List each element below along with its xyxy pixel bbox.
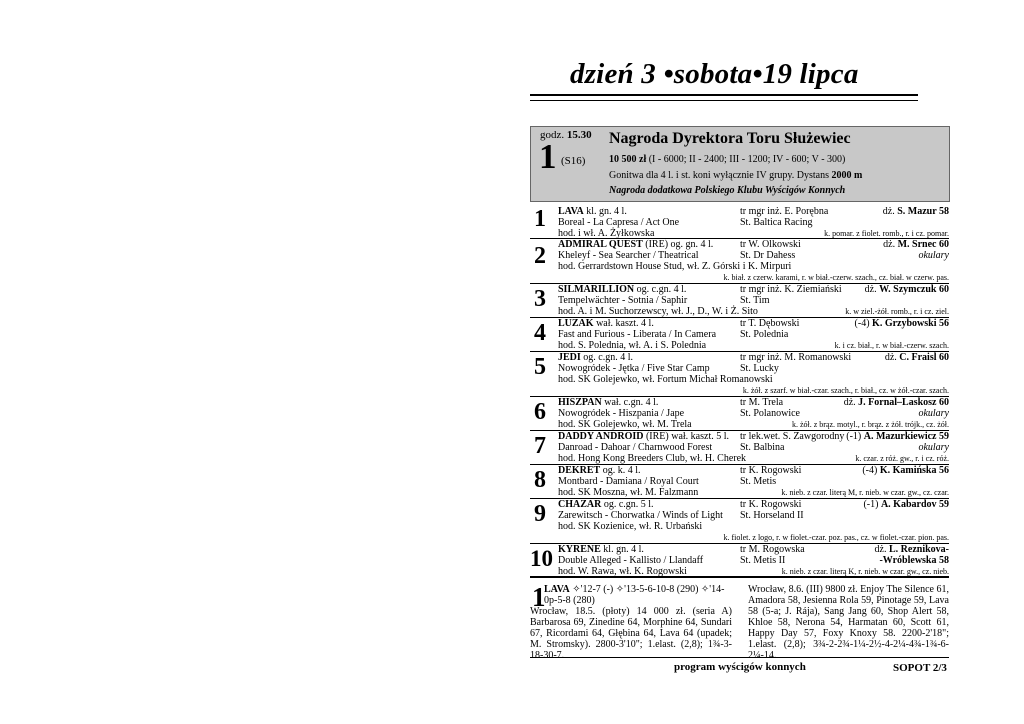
race-extra-prize: Nagroda dodatkowa Polskiego Klubu Wyścigów Konnych xyxy=(609,185,846,196)
entry-row xyxy=(530,206,949,239)
footer-page: SOPOT 2/3 xyxy=(893,662,947,674)
entry-stable: St. Metis II xyxy=(740,555,786,566)
entry-pedigree: Kheleyf - Sea Searcher / Theatrical xyxy=(558,250,699,261)
entry-note: okulary xyxy=(918,408,949,419)
entry-row xyxy=(530,239,949,284)
entry-colors: k. i cz. biał., r. w biał.-czerw. szach. xyxy=(834,341,949,350)
entry-row xyxy=(530,499,949,544)
title-double-rule xyxy=(530,94,918,101)
entry-note: okulary xyxy=(918,442,949,453)
entry-row xyxy=(530,544,949,578)
entry-colors: k. fiolet. z logo, r. w fiolet.-czar. poz. pas., cz. w fiolet.-czar. pion. pas. xyxy=(723,533,949,542)
entry-colors: k. czar. z róż. gw., r. i cz. róż. xyxy=(855,454,949,463)
entry-note: okulary xyxy=(918,250,949,261)
entry-jockey: (-4) K. Kamińska 56 xyxy=(862,465,949,476)
entry-owner: hod. SK Golejewko, wł. Fortum Michał Romanowski xyxy=(558,374,773,385)
entry-number: 8 xyxy=(534,467,546,493)
past-header: LAVA ✧'12-7 (-) ✧'13-5-6-10-8 (290) ✧'14-0p-5-8 (280) xyxy=(544,584,725,606)
page-title: dzień 3 •sobota•19 lipca xyxy=(570,58,859,90)
entry-row xyxy=(530,431,949,465)
entry-colors: k. w ziel.-żół. romb., r. i cz. ziel. xyxy=(845,307,949,316)
past-number: 1 xyxy=(532,582,546,612)
entry-jockey: dż. S. Mazur 58 xyxy=(882,206,949,217)
entry-jockey: dż. W. Szymczuk 60 xyxy=(864,284,949,295)
entry-jockey: (-1) A. Mazurkiewicz 59 xyxy=(846,431,949,442)
race-prize: 10 500 zł (I - 6000; II - 2400; III - 1200; IV - 600; V - 300) xyxy=(609,154,846,165)
entry-owner: hod. SK Golejewko, wł. M. Trela xyxy=(558,419,692,430)
entry-pedigree: Danroad - Dahoar / Charnwood Forest xyxy=(558,442,713,453)
race-name: Nagroda Dyrektora Toru Służewiec xyxy=(609,130,851,147)
entry-stable: St. Polanowice xyxy=(740,408,800,419)
entry-colors: k. biał. z czerw. karami, r. w biał.-czerw. szach., cz. biał. w czerw. pas. xyxy=(723,273,949,282)
entry-number: 9 xyxy=(534,501,546,527)
race-conditions: Gonitwa dla 4 l. i st. koni wyłącznie IV grupy. Dystans 2000 m xyxy=(609,170,863,181)
entry-colors: k. pomar. z fiolet. romb., r. i cz. pomar. xyxy=(824,229,949,238)
entry-row xyxy=(530,397,949,431)
entry-stable: St. Metis xyxy=(740,476,777,487)
entry-horse: DADDY ANDROID (IRE) wał. kaszt. 5 l. xyxy=(558,431,730,442)
entry-owner: hod. SK Moszna, wł. M. Falzmann xyxy=(558,487,699,498)
entry-number: 5 xyxy=(534,354,546,380)
entry-owner: hod. i wł. A. Żyłkowska xyxy=(558,228,655,239)
entry-colors: k. nieb. z czar. literą M, r. nieb. w czar. gw., cz. czar. xyxy=(781,488,949,497)
past-race-left: Wrocław, 18.5. (płoty) 14 000 zł. (seria A) Barbarosa 69, Zinedine 64, Morphine 64, Sundari 67, Ricordami 64, Głębina 64, Lava 64 (upadek; M. Stromsky). 2800-3'10"; 1.elast. (2,8); 1¾-3-18-30-7. xyxy=(530,606,732,661)
past-race-right: Wrocław, 8.6. (III) 9800 zł. Enjoy The Silence 61, Amadora 58, Jesienna Rola 59, Pinotage 59, Lava 58 (5-a; J. Rája), Sang Jang 60, Shop Alert 58, Khloe 58, Nerona 54, Harmatan 60, Scott 61, Happy Day 57, Foxy Knoxy 58. 2200-2'18"; 1.elast. (2,8); 3¾-2-2¾-1¼-2½-4-2¼-4¾-1¾-6-2¼-14. xyxy=(748,584,949,661)
entry-owner: hod. SK Kozienice, wł. R. Urbański xyxy=(558,521,703,532)
entry-jockey: (-1) A. Kabardov 59 xyxy=(863,499,949,510)
entry-row xyxy=(530,318,949,352)
entry-number: 2 xyxy=(534,243,546,269)
entry-number: 6 xyxy=(534,399,546,425)
entry-horse: CHAZAR og. c.gn. 5 l. xyxy=(558,499,654,510)
entry-row xyxy=(530,465,949,499)
race-number: 1 xyxy=(539,137,557,176)
entry-trainer: tr K. Rogowski xyxy=(740,465,802,476)
entry-stable: St. Baltica Racing xyxy=(740,217,813,228)
entry-trainer: tr mgr inż. M. Romanowski xyxy=(740,352,852,363)
entry-number: 10 xyxy=(530,546,553,571)
entry-trainer: tr T. Dębowski xyxy=(740,318,800,329)
entry-trainer: tr W. Olkowski xyxy=(740,239,801,250)
entry-jockey-line2: -Wróblewska 58 xyxy=(879,555,949,566)
entry-row xyxy=(530,352,949,397)
entry-colors: k. nieb. z czar. literą K, r. nieb. w czar. gw., cz. nieb. xyxy=(781,567,949,576)
entry-colors: k. żół. z brąz. motyl., r. brąz. z żół. trójk., cz. żół. xyxy=(791,420,949,429)
entries-list xyxy=(530,206,949,578)
entry-pedigree: Zarewitsch - Chorwatka / Winds of Light xyxy=(558,510,723,521)
entry-number: 3 xyxy=(534,286,546,312)
entry-trainer: tr M. Trela xyxy=(740,397,784,408)
entry-row xyxy=(530,284,949,318)
entry-trainer: tr M. Rogowska xyxy=(740,544,805,555)
entry-horse: HISZPAN wał. c.gn. 4 l. xyxy=(558,397,659,408)
entry-trainer: tr mgr inż. E. Porębna xyxy=(740,206,829,217)
entry-stable: St. Dr Dahess xyxy=(740,250,796,261)
entry-owner: hod. A. i M. Suchorzewscy, wł. J., D., W. i Ż. Sito xyxy=(558,306,758,317)
entry-colors: k. żół. z szarf. w biał.-czar. szach., r. biał., cz. w żół.-czar. szach. xyxy=(742,386,949,395)
entry-pedigree: Nowogródek - Jętka / Five Star Camp xyxy=(558,363,710,374)
footer-rule xyxy=(530,657,949,658)
entry-owner: hod. Hong Kong Breeders Club, wł. H. Cherek xyxy=(558,453,747,464)
entry-pedigree: Montbard - Damiana / Royal Court xyxy=(558,476,699,487)
entry-jockey: dż. M. Srnec 60 xyxy=(883,239,949,250)
entry-pedigree: Nowogródek - Hiszpania / Jape xyxy=(558,408,685,419)
entry-trainer: tr mgr inż. K. Ziemiański xyxy=(740,284,842,295)
entry-horse: SILMARILLION og. c.gn. 4 l. xyxy=(558,284,687,295)
entry-trainer: tr lek.wet. S. Zawgorodny xyxy=(740,431,845,442)
entry-owner: hod. Gerrardstown House Stud, wł. Z. Górski i K. Mirpuri xyxy=(558,261,792,272)
entry-trainer: tr K. Rogowski xyxy=(740,499,802,510)
race-header xyxy=(530,126,950,202)
entry-pedigree: Fast and Furious - Liberata / In Camera xyxy=(558,329,717,340)
entry-stable: St. Balbina xyxy=(740,442,785,453)
entry-number: 1 xyxy=(534,206,546,232)
entry-stable: St. Tim xyxy=(740,295,770,306)
entry-jockey: (-4) K. Grzybowski 56 xyxy=(854,318,949,329)
entry-horse: JEDI og. c.gn. 4 l. xyxy=(558,352,634,363)
entry-pedigree: Boreal - La Capresa / Act One xyxy=(558,217,680,228)
entry-horse: DEKRET og. k. 4 l. xyxy=(558,465,641,476)
footer-program: program wyścigów konnych xyxy=(674,661,806,673)
entry-stable: St. Horseland II xyxy=(740,510,804,521)
entry-horse: LAVA kl. gn. 4 l. xyxy=(558,206,627,217)
entry-horse: KYRENE kl. gn. 4 l. xyxy=(558,544,644,555)
entry-horse: LUZAK wał. kaszt. 4 l. xyxy=(558,318,654,329)
entry-owner: hod. S. Polednia, wł. A. i S. Polednia xyxy=(558,340,707,351)
entry-number: 7 xyxy=(534,433,546,459)
entry-pedigree: Double Alleged - Kallisto / Llandaff xyxy=(558,555,704,566)
entry-horse: ADMIRAL QUEST (IRE) og. gn. 4 l. xyxy=(558,239,714,250)
entry-stable: St. Polednia xyxy=(740,329,789,340)
entry-stable: St. Lucky xyxy=(740,363,779,374)
entry-jockey: dż. J. Fornal–Laskosz 60 xyxy=(843,397,949,408)
race-code: (S16) xyxy=(561,155,586,167)
entry-number: 4 xyxy=(534,320,546,346)
entry-jockey: dż. C. Fraisl 60 xyxy=(884,352,949,363)
entry-pedigree: Tempelwächter - Sotnia / Saphir xyxy=(558,295,688,306)
entry-jockey: dż. L. Reznikova- xyxy=(874,544,949,555)
past-performance xyxy=(530,576,949,661)
race-time: godz. 15.30 xyxy=(540,129,592,141)
entry-owner: hod. W. Rawa, wł. K. Rogowski xyxy=(558,566,687,577)
